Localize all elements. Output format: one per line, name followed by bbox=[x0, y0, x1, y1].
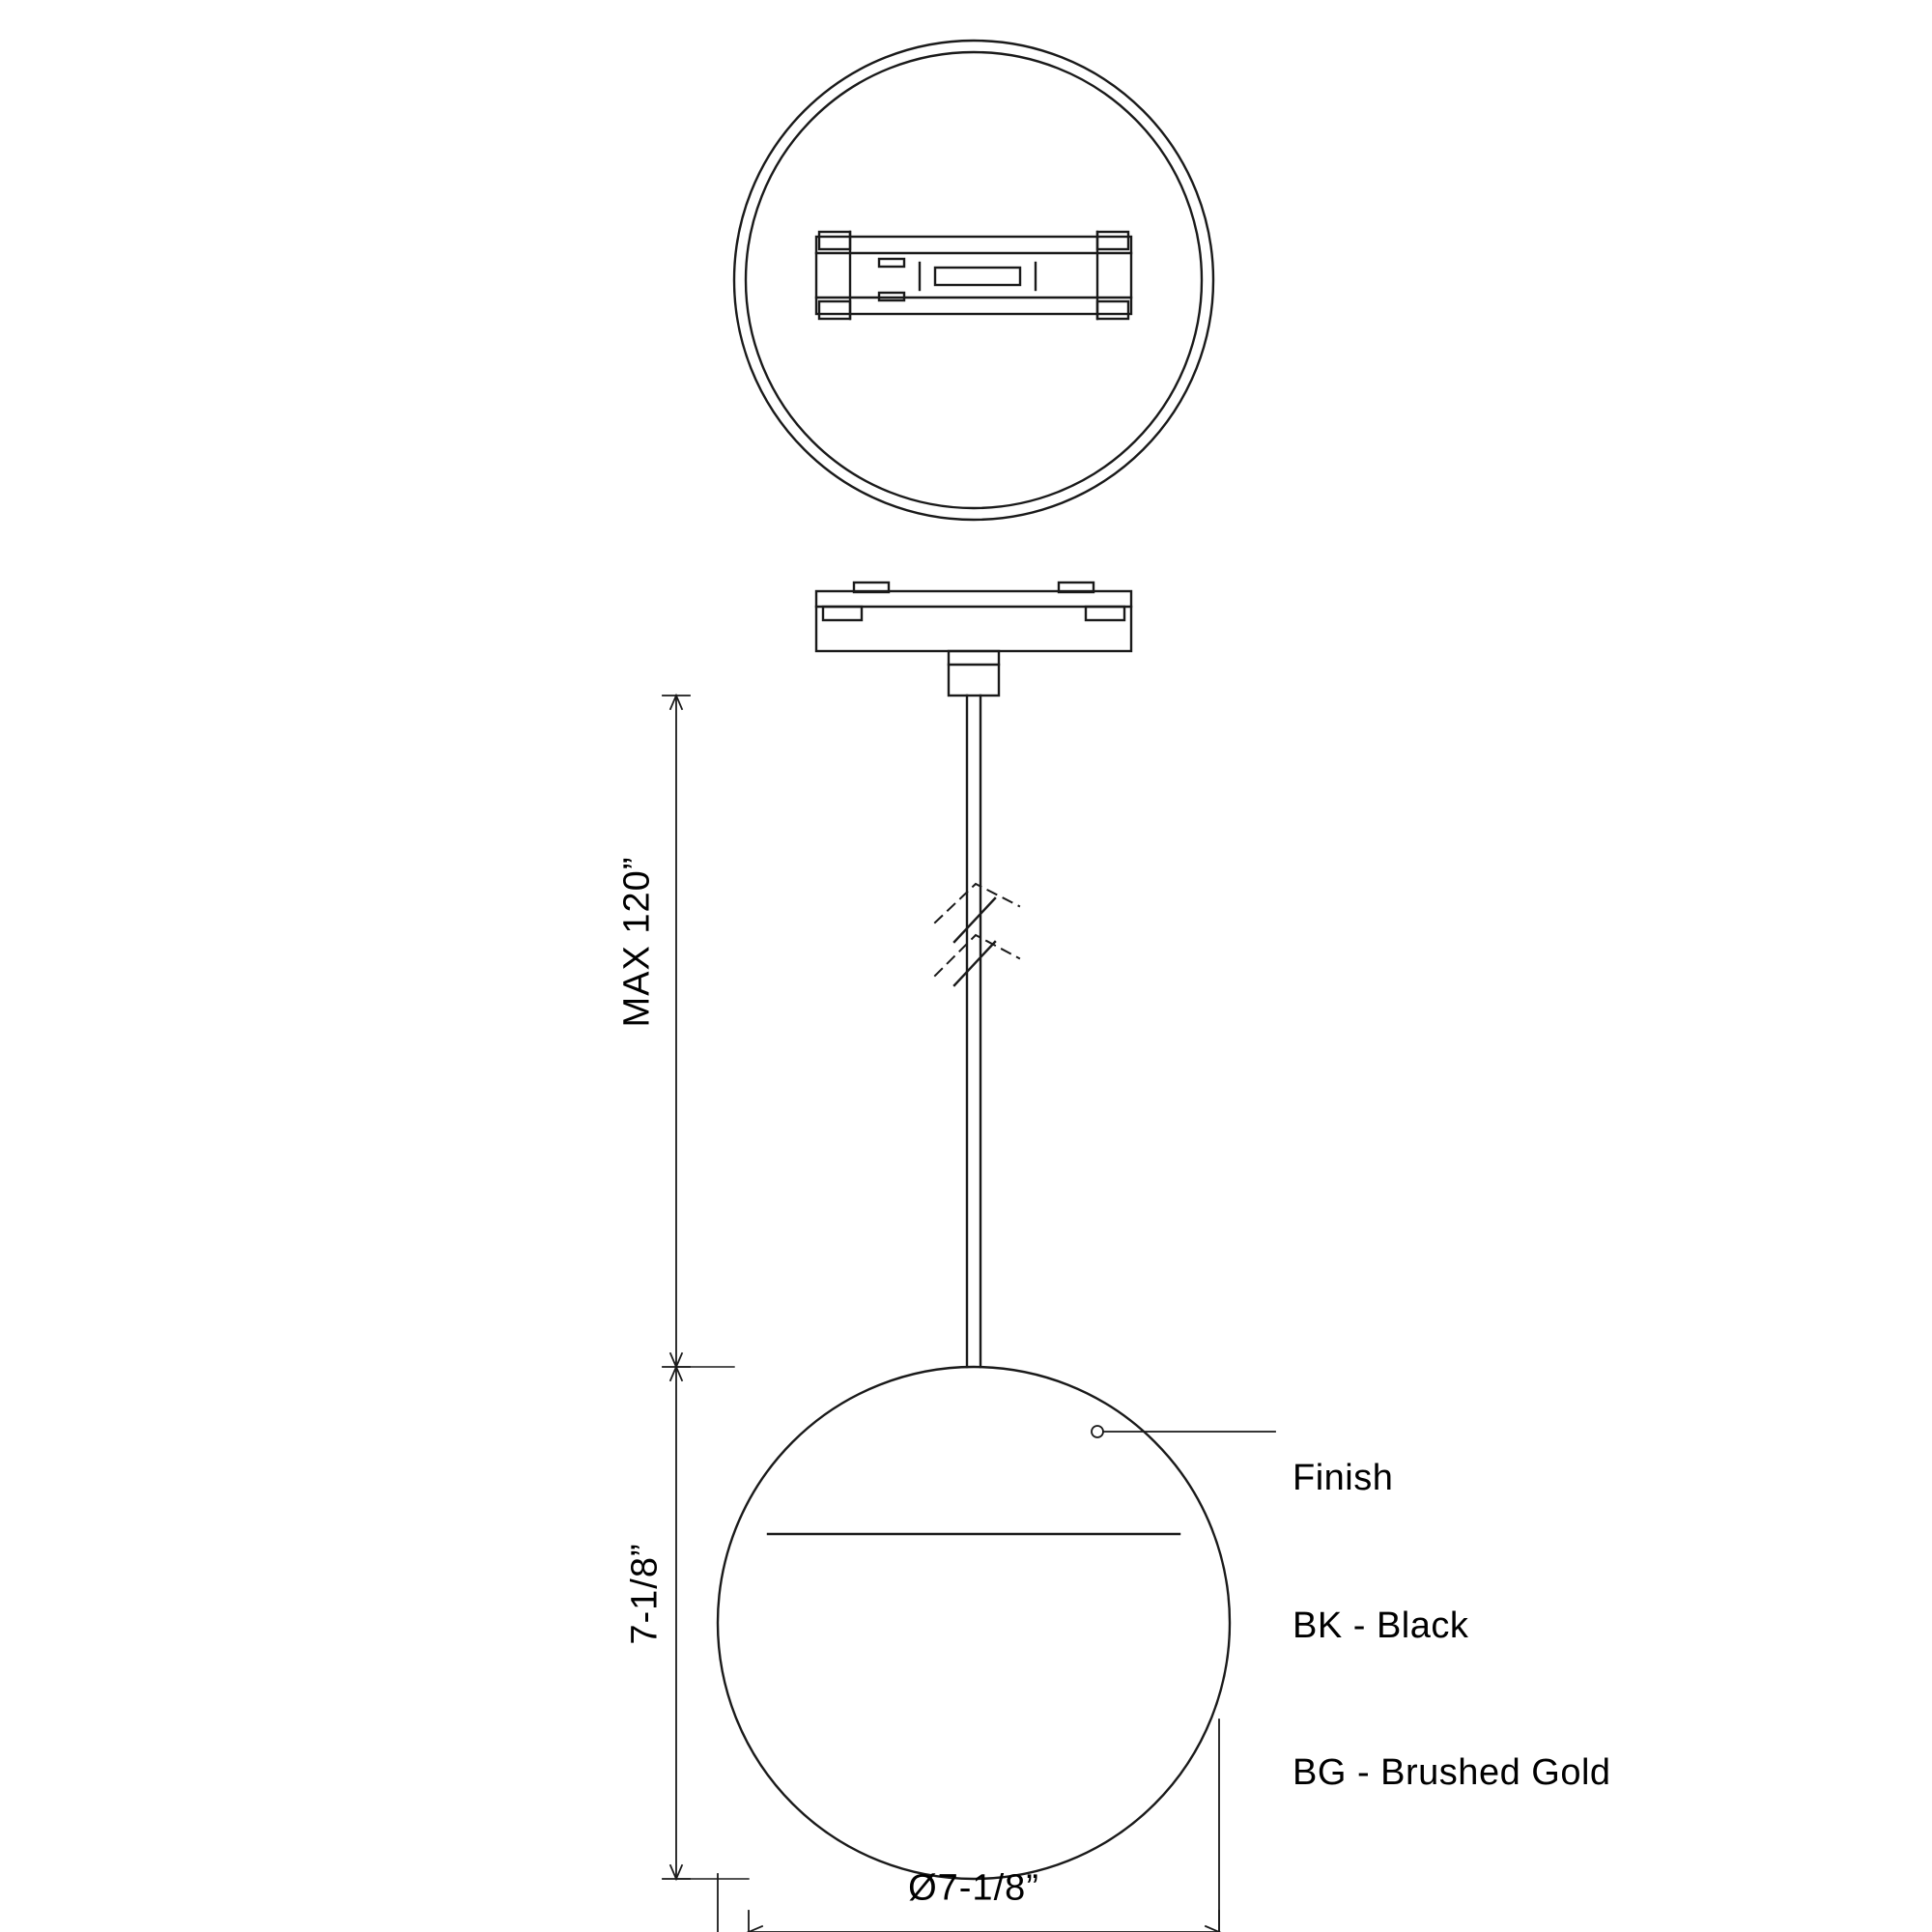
bracket-tr bbox=[1097, 232, 1128, 249]
finish-note bbox=[1293, 1364, 1611, 1898]
top-view-canopy bbox=[734, 41, 1213, 520]
dimension-label-globe-height: 7-1/8” bbox=[624, 1543, 666, 1645]
canopy-inner-circle bbox=[746, 52, 1202, 508]
globe-shade bbox=[718, 1367, 1230, 1879]
slot-left bbox=[879, 259, 904, 267]
leader-dot bbox=[1092, 1426, 1103, 1437]
globe-outline bbox=[718, 1367, 1230, 1879]
finish-leader bbox=[1092, 1426, 1275, 1437]
dimension-label-globe-diameter: Ø7-1/8” bbox=[908, 1867, 1039, 1909]
bracket-br bbox=[1097, 301, 1128, 319]
stem-collar bbox=[949, 651, 999, 696]
label-plate bbox=[935, 268, 1020, 285]
extension-lines bbox=[676, 1367, 749, 1879]
dimension-label-max-drop: MAX 120” bbox=[616, 856, 658, 1028]
break-stroke-2 bbox=[954, 942, 995, 985]
bracket-tl bbox=[819, 232, 850, 249]
downrod bbox=[967, 696, 980, 1367]
canopy-body bbox=[816, 591, 1131, 651]
finish-option-bg: BG - Brushed Gold bbox=[1293, 1752, 1611, 1793]
side-view-canopy bbox=[816, 582, 1131, 696]
finish-option-bk: BK - Black bbox=[1293, 1605, 1469, 1646]
canopy-outer-circle bbox=[734, 41, 1213, 520]
canopy-notch-right bbox=[1086, 607, 1124, 620]
break-line-lower bbox=[935, 935, 1019, 976]
driver-box-outline bbox=[816, 237, 1131, 314]
bracket-bl bbox=[819, 301, 850, 319]
dimension-max-drop bbox=[663, 696, 690, 1367]
finish-heading: Finish bbox=[1293, 1458, 1394, 1498]
canopy-notch-left bbox=[823, 607, 862, 620]
